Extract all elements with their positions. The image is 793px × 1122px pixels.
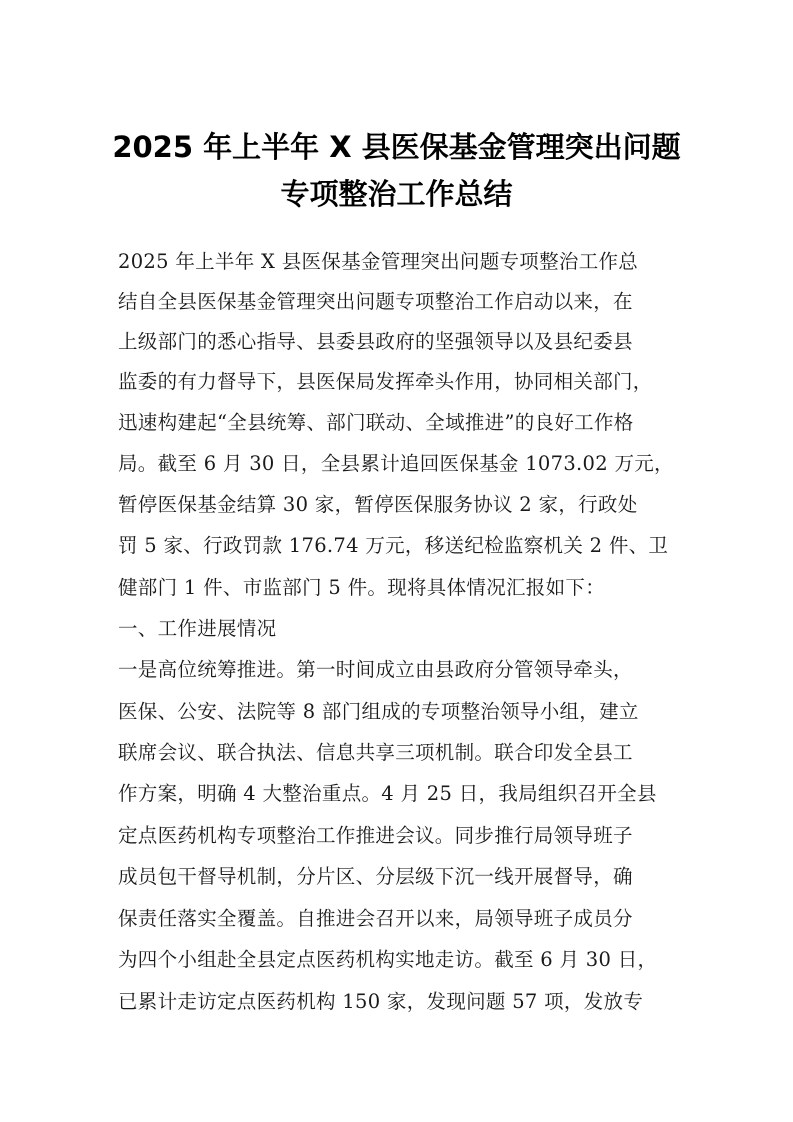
paragraph-line: 作方案，明确 4 大整治重点。4 月 25 日，我局组织召开全县 [118,782,657,805]
paragraph-line: 健部门 1 件、市监部门 5 件。现将具体情况汇报如下： [118,576,606,599]
paragraph-line: 已累计走访定点医药机构 150 家，发现问题 57 项，发放专 [118,990,644,1013]
paragraph-line: 2025 年上半年 X 县医保基金管理突出问题专项整治工作总 [118,250,639,273]
paragraph-line: 保责任落实全覆盖。自推进会召开以来，局领导班子成员分 [118,907,633,930]
paragraph-line: 为四个小组赴全县定点医药机构实地走访。截至 6 月 30 日， [118,948,658,971]
paragraph-line: 暂停医保基金结算 30 家，暂停医保服务协议 2 家，行政处 [118,493,638,516]
paragraph-line: 监委的有力督导下，县医保局发挥牵头作用，协同相关部门， [118,370,653,393]
paragraph-line: 结自全县医保基金管理突出问题专项整治工作启动以来，在 [118,290,633,313]
paragraph-line: 定点医药机构专项整治工作推进会议。同步推行局领导班子 [118,824,633,847]
paragraph-line: 成员包干督导机制，分片区、分层级下沉一线开展督导，确 [118,865,633,888]
section-heading: 一、工作进展情况 [118,617,277,640]
document-title-line-1: 2025 年上半年 X 县医保基金管理突出问题 [112,130,681,164]
paragraph-line: 一是高位统筹推进。第一时间成立由县政府分管领导牵头， [118,658,633,681]
paragraph-line: 医保、公安、法院等 8 部门组成的专项整治领导小组，建立 [118,700,639,723]
document-title-line-2: 专项整治工作总结 [280,177,513,211]
paragraph-line: 上级部门的悉心指导、县委县政府的坚强领导以及县纪委县 [118,330,633,353]
paragraph-line: 局。截至 6 月 30 日，全县累计追回医保基金 1073.02 万元， [118,452,674,475]
paragraph-line: 联席会议、联合执法、信息共享三项机制。联合印发全县工 [118,741,633,764]
paragraph-line: 罚 5 家、行政罚款 176.74 万元，移送纪检监察机关 2 件、卫 [118,534,669,557]
paragraph-line: 迅速构建起“全县统筹、部门联动、全域推进”的良好工作格 [118,411,634,434]
